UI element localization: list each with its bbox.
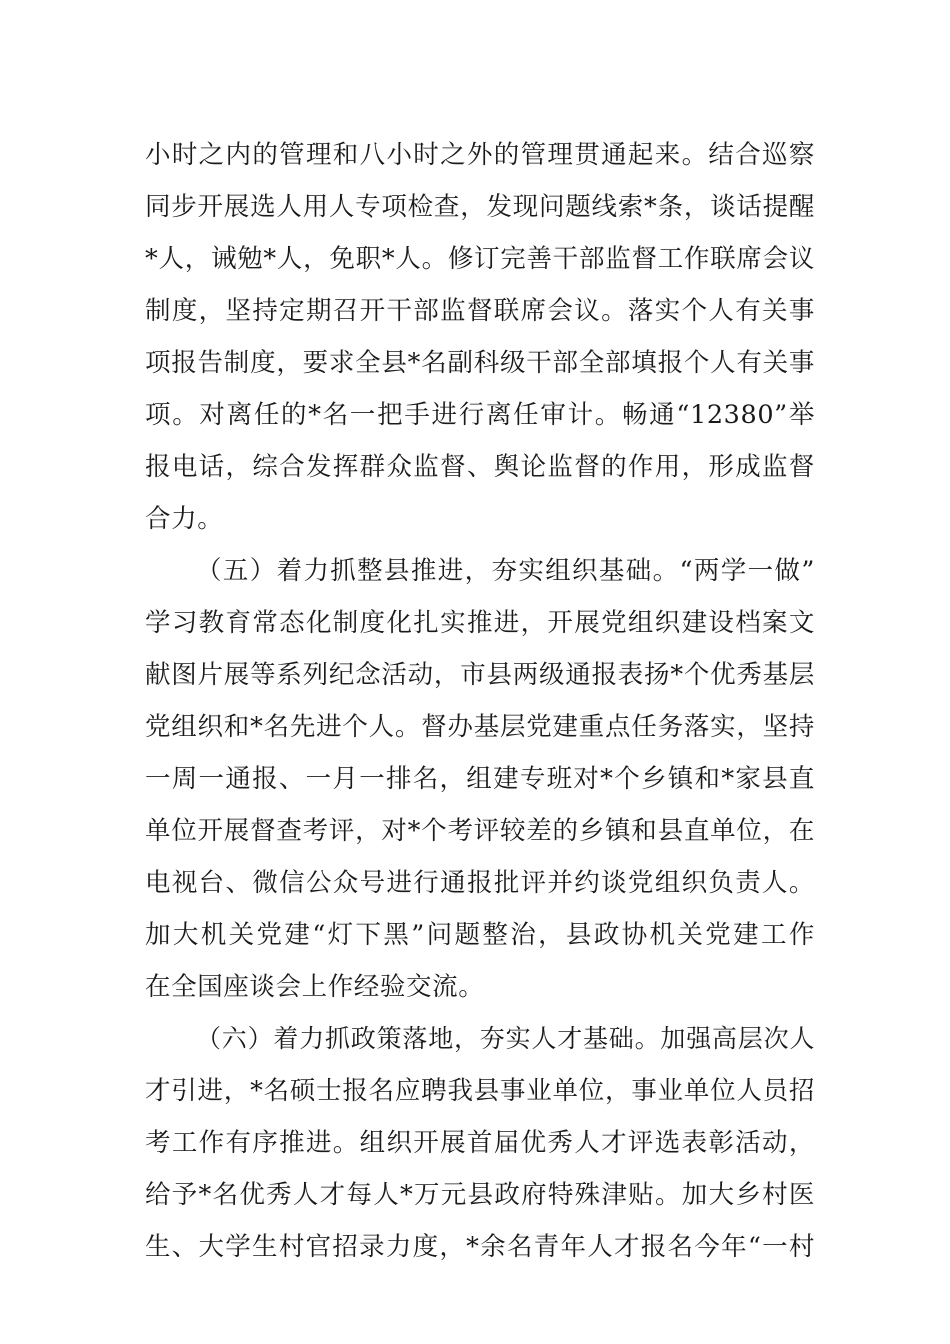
- paragraph-first-line: （六）着力抓政策落地，夯实人才基础。加强高层次人: [196, 1024, 815, 1053]
- text-line: 学习教育常态化制度化扎实推进，开展党组织建设档案文: [145, 608, 815, 638]
- text-line: 党组织和*名先进个人。督办基层党建重点任务落实，坚持: [145, 712, 815, 742]
- text-line: 项报告制度，要求全县*名副科级干部全部填报个人有关事: [145, 348, 815, 378]
- text-line: 电视台、微信公众号进行通报批评并约谈党组织负责人。: [145, 868, 815, 898]
- text-line: 给予*名优秀人才每人*万元县政府特殊津贴。加大乡村医: [145, 1180, 815, 1210]
- text-line: 报电话，综合发挥群众监督、舆论监督的作用，形成监督: [145, 452, 815, 482]
- text-line: 一周一通报、一月一排名，组建专班对*个乡镇和*家县直: [145, 764, 815, 794]
- text-line: 才引进，*名硕士报名应聘我县事业单位，事业单位人员招: [145, 1076, 815, 1106]
- text-line: 单位开展督查考评，对*个考评较差的乡镇和县直单位，在: [145, 816, 815, 846]
- paragraph-first-line: （五）着力抓整县推进，夯实组织基础。“两学一做”: [196, 556, 815, 586]
- text-line: 小时之内的管理和八小时之外的管理贯通起来。结合巡察: [145, 140, 815, 170]
- text-line: 考工作有序推进。组织开展首届优秀人才评选表彰活动，: [145, 1128, 815, 1158]
- text-line: 在全国座谈会上作经验交流。: [145, 972, 485, 1002]
- text-line: 项。对离任的*名一把手进行离任审计。畅通“12380”举: [145, 400, 815, 430]
- text-line: 加大机关党建“灯下黑”问题整治，县政协机关党建工作: [145, 920, 815, 950]
- text-line: *人，诫勉*人，免职*人。修订完善干部监督工作联席会议: [145, 244, 815, 274]
- text-line: 生、大学生村官招录力度，*余名青年人才报名今年“一村: [145, 1232, 815, 1262]
- text-line: 同步开展选人用人专项检查，发现问题线索*条，谈话提醒: [145, 192, 815, 222]
- text-line: 制度，坚持定期召开干部监督联席会议。落实个人有关事: [145, 296, 815, 326]
- text-line: 献图片展等系列纪念活动，市县两级通报表扬*个优秀基层: [145, 660, 815, 690]
- text-line: 合力。: [145, 504, 224, 534]
